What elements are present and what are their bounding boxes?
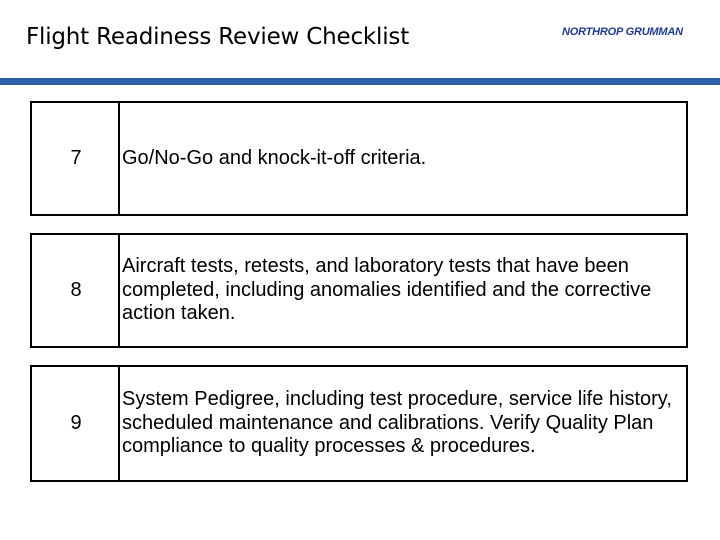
slide-title: Flight Readiness Review Checklist [26, 24, 410, 50]
title-divider [0, 78, 720, 85]
item-number: 8 [30, 233, 120, 348]
item-description [119, 365, 688, 482]
item-description [119, 101, 688, 216]
item-text: System Pedigree, including test procedure, service life history, scheduled maintenance and calibrations. Verify Quality Plan compliance to quality processes & procedures. [122, 388, 672, 458]
northrop-grumman-logo: NORTHROP GRUMMAN [562, 26, 683, 38]
item-text: Go/No-Go and knock-it-off criteria. [122, 146, 427, 169]
item-number: 9 [30, 365, 120, 482]
item-description [119, 233, 688, 348]
item-number: 7 [30, 101, 120, 216]
item-text: Aircraft tests, retests, and laboratory tests that have been completed, including anomalies identified and the corrective action taken. [122, 255, 652, 325]
